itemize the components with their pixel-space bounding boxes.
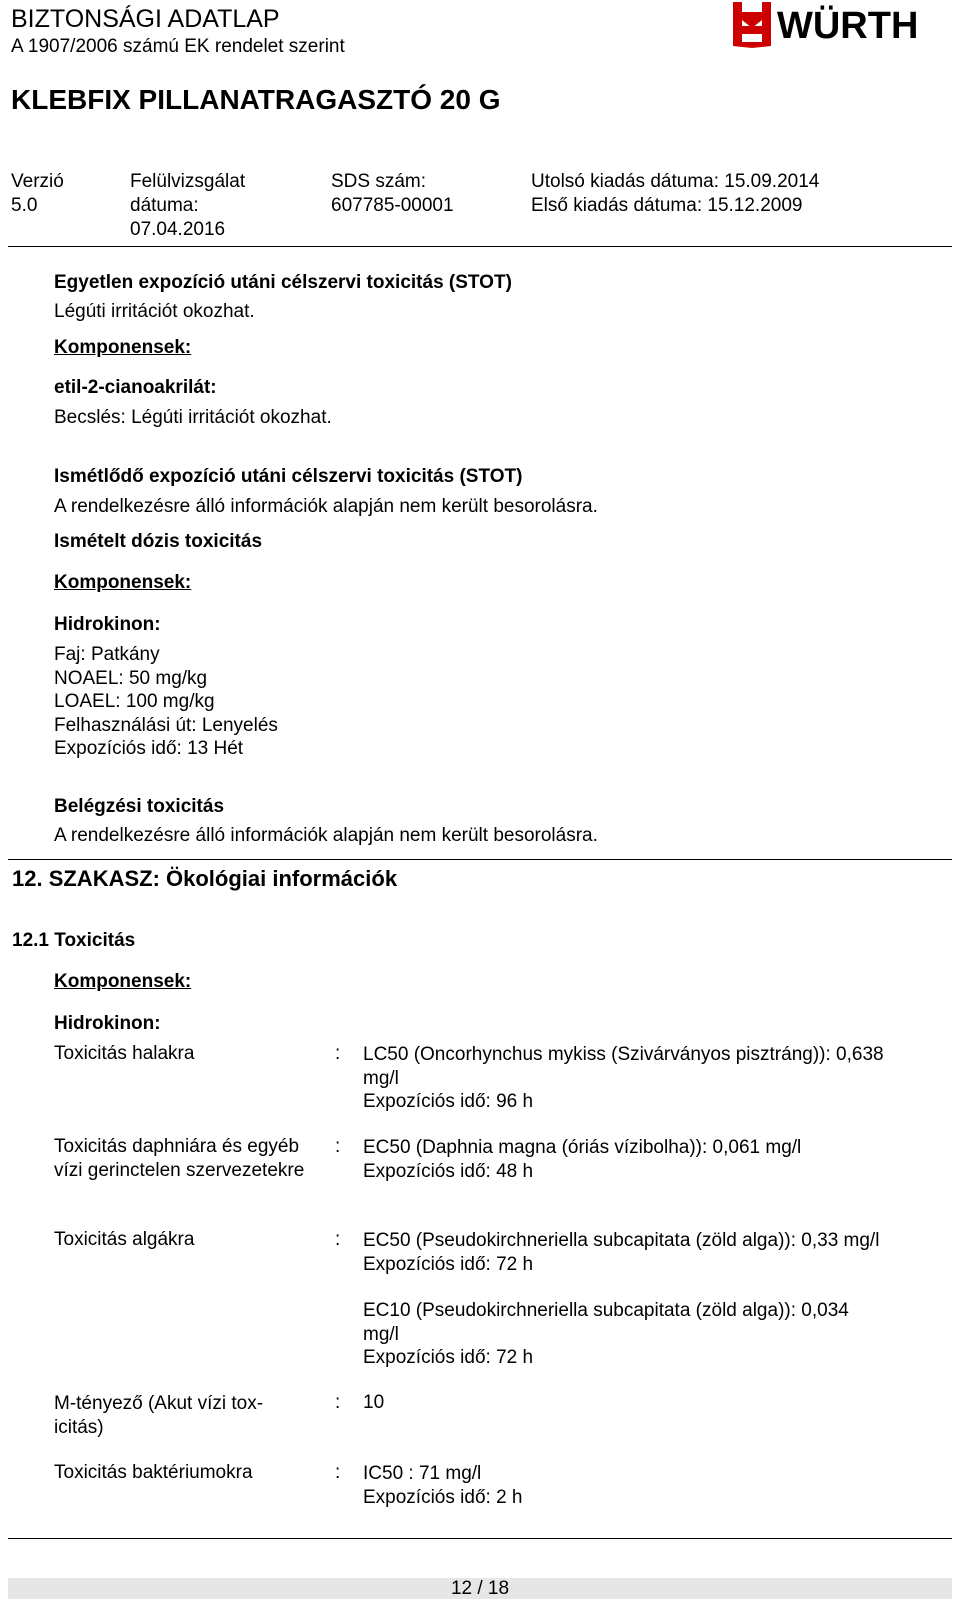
value-line: EC50 (Daphnia magna (óriás vízibolha)): 0,061 mg/l xyxy=(363,1137,802,1158)
version-value: 5.0 xyxy=(11,195,38,216)
value-line: IC50 : 71 mg/l xyxy=(363,1463,482,1484)
value-line: mg/l xyxy=(363,1067,399,1089)
value-line: Expozíciós idő: 72 h xyxy=(363,1253,534,1275)
tox-row-label xyxy=(54,1392,263,1439)
tox-row-colon: : xyxy=(335,1043,341,1064)
section-divider xyxy=(8,859,952,860)
stot-repeated-heading: Ismétlődő expozíció utáni célszervi toxicitás (STOT) xyxy=(54,466,523,487)
version-block xyxy=(11,170,64,218)
revision-value: 07.04.2016 xyxy=(130,219,226,240)
value-line: EC10 (Pseudokirchneriella subcapitata (zöld alga)): 0,034 xyxy=(363,1300,849,1321)
value-line: Expozíciós idő: 72 h xyxy=(363,1347,534,1368)
tox-row-value xyxy=(363,1136,801,1183)
value-line: mg/l xyxy=(363,1323,399,1345)
stot-single-heading: Egyetlen expozíció utáni célszervi toxicitás (STOT) xyxy=(54,272,512,293)
stot-single-estimate: Becslés: Légúti irritációt okozhat. xyxy=(54,407,332,428)
tox-row-label: Toxicitás halakra xyxy=(54,1043,195,1064)
components-heading: Komponensek: xyxy=(54,337,192,358)
tox-row-colon: : xyxy=(335,1229,341,1250)
revision-label-1: Felülvizsgálat xyxy=(130,171,246,192)
tox-row-value xyxy=(363,1462,522,1509)
last-issue-date: Utolsó kiadás dátuma: 15.09.2014 xyxy=(531,171,820,192)
stot-single-text: Légúti irritációt okozhat. xyxy=(54,301,255,322)
repeated-dose-heading: Ismételt dózis toxicitás xyxy=(54,531,263,552)
page-number: 12 / 18 xyxy=(450,1578,510,1599)
tox-row-value: 10 xyxy=(363,1392,385,1413)
issue-block xyxy=(531,170,819,218)
components-heading: Komponensek: xyxy=(54,971,192,992)
tox-row-colon: : xyxy=(335,1136,341,1157)
detail-line: Expozíciós idő: 13 Hét xyxy=(54,738,244,759)
detail-line: Faj: Patkány xyxy=(54,644,160,665)
sds-block xyxy=(331,170,454,218)
value-line: EC50 (Pseudokirchneriella subcapitata (zöld alga)): 0,33 mg/l xyxy=(363,1230,880,1251)
wurth-logo-icon xyxy=(733,0,938,50)
label-line: M-tényező (Akut vízi tox- xyxy=(54,1393,264,1414)
header-divider xyxy=(8,246,952,247)
aspiration-heading: Belégzési toxicitás xyxy=(54,796,225,817)
label-line: icitás) xyxy=(54,1416,104,1438)
tox-row-value xyxy=(363,1299,849,1370)
components-heading: Komponensek: xyxy=(54,572,192,593)
wurth-logo-text: WÜRTH xyxy=(777,5,919,47)
product-name: KLEBFIX PILLANATRAGASZTÓ 20 G xyxy=(11,84,501,115)
regulation-subtitle: A 1907/2006 számú EK rendelet szerint xyxy=(11,36,345,57)
revision-label-2: dátuma: xyxy=(130,195,199,216)
section-12-heading: 12. SZAKASZ: Ökológiai információk xyxy=(12,866,398,891)
detail-line: Felhasználási út: Lenyelés xyxy=(54,714,278,736)
tox-row-label: Toxicitás algákra xyxy=(54,1229,195,1250)
sds-label: SDS szám: xyxy=(331,171,427,192)
tox-row-colon: : xyxy=(335,1392,341,1413)
footer-divider xyxy=(8,1538,952,1539)
value-line: Expozíciós idő: 2 h xyxy=(363,1486,523,1508)
detail-line: LOAEL: 100 mg/kg xyxy=(54,691,215,712)
value-line: Expozíciós idő: 96 h xyxy=(363,1091,534,1112)
version-label: Verzió xyxy=(11,171,64,192)
sds-value: 607785-00001 xyxy=(331,195,454,216)
substance-name: Hidrokinon: xyxy=(54,1013,161,1034)
value-line: LC50 (Oncorhynchus mykiss (Szivárványos pisztráng)): 0,638 xyxy=(363,1044,884,1065)
detail-line: NOAEL: 50 mg/kg xyxy=(54,667,208,689)
first-issue-date: Első kiadás dátuma: 15.12.2009 xyxy=(531,195,803,216)
wurth-logo-mark xyxy=(733,2,771,48)
wurth-logo xyxy=(733,0,938,55)
value-line: Expozíciós idő: 48 h xyxy=(363,1160,534,1182)
tox-row-colon: : xyxy=(335,1462,341,1483)
aspiration-text: A rendelkezésre álló információk alapján nem került besorolásra. xyxy=(54,825,598,846)
substance-name: etil-2-cianoakrilát: xyxy=(54,377,217,398)
subsection-heading: 12.1 Toxicitás xyxy=(12,930,136,951)
stot-repeated-text: A rendelkezésre álló információk alapján nem került besorolásra. xyxy=(54,496,598,517)
tox-row-value xyxy=(363,1043,884,1114)
tox-row-label: Toxicitás baktériumokra xyxy=(54,1462,253,1483)
tox-row-label: Toxicitás daphniára és egyéb vízi gerinctelen szervezetekre xyxy=(54,1136,305,1181)
substance-name: Hidrokinon: xyxy=(54,614,161,635)
repeated-dose-details xyxy=(54,643,278,761)
document-title: BIZTONSÁGI ADATLAP xyxy=(11,5,280,33)
tox-row-value xyxy=(363,1229,879,1276)
revision-block xyxy=(130,170,245,242)
